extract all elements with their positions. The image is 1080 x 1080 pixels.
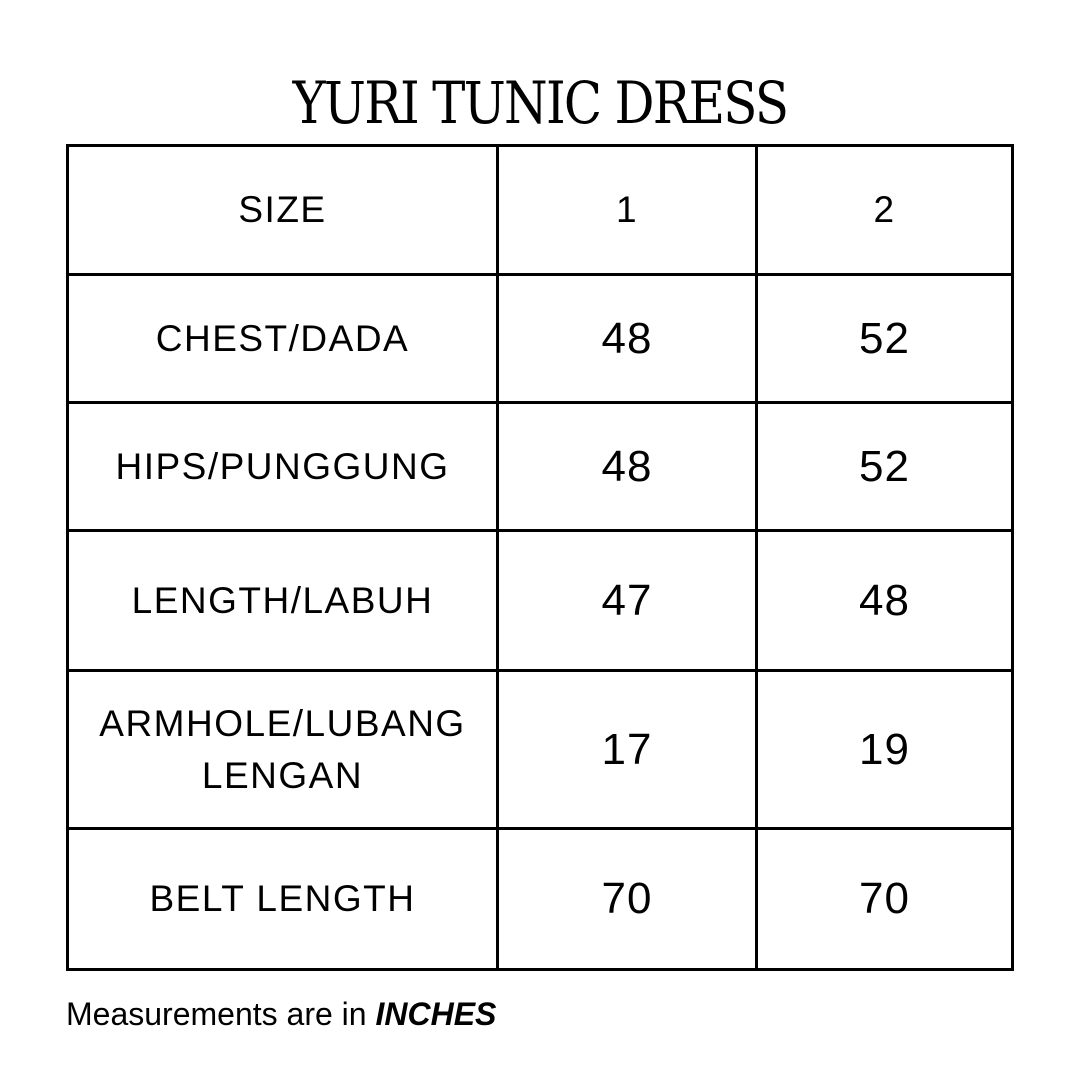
hips-size-2-value: 52 [757, 403, 1013, 531]
header-size-label: SIZE [68, 146, 498, 275]
table-row [68, 829, 1013, 970]
header-size-2: 2 [757, 146, 1013, 275]
armhole-size-2-value: 19 [757, 671, 1013, 829]
measurement-note [66, 994, 496, 1034]
length-size-2-value: 48 [757, 531, 1013, 671]
chest-size-2-value: 52 [757, 275, 1013, 403]
measurement-note-text: Measurements are in [66, 996, 376, 1032]
row-label-armhole: ARMHOLE/LUBANG LENGAN [68, 671, 498, 829]
hips-size-1-value: 48 [498, 403, 757, 531]
belt-length-size-1-value: 70 [498, 829, 757, 970]
header-size-1: 1 [498, 146, 757, 275]
table-row [68, 403, 1013, 531]
size-chart-table [66, 144, 1014, 971]
row-label-belt-length: BELT LENGTH [68, 829, 498, 970]
table-row [68, 531, 1013, 671]
armhole-size-1-value: 17 [498, 671, 757, 829]
page-title: YURI TUNIC DRESS [292, 69, 788, 137]
table-header-row [68, 146, 1013, 275]
measurement-unit: INCHES [375, 996, 497, 1032]
table-row [68, 671, 1013, 829]
length-size-1-value: 47 [498, 531, 757, 671]
table-row [68, 275, 1013, 403]
row-label-length: LENGTH/LABUH [68, 531, 498, 671]
chest-size-1-value: 48 [498, 275, 757, 403]
row-label-hips: HIPS/PUNGGUNG [68, 403, 498, 531]
row-label-chest: CHEST/DADA [68, 275, 498, 403]
belt-length-size-2-value: 70 [757, 829, 1013, 970]
